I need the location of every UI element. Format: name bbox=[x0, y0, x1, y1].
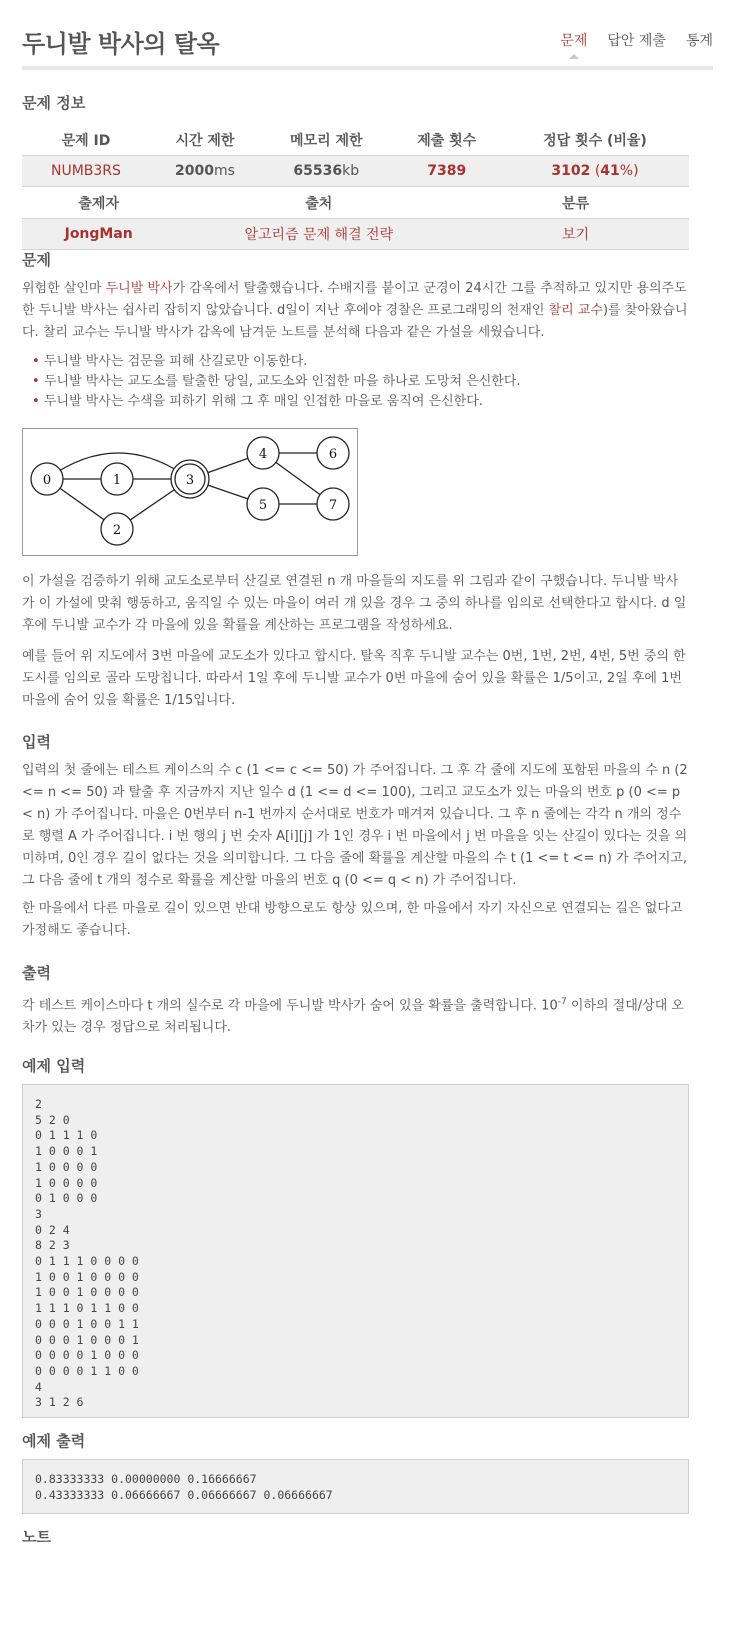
memory-value: 65536 bbox=[293, 163, 343, 179]
svg-text:5: 5 bbox=[258, 498, 268, 513]
svg-text:1: 1 bbox=[112, 473, 122, 488]
sample-input-block[interactable]: 2 5 2 0 0 1 1 1 0 1 0 0 0 1 1 0 0 0 0 1 0 0 0 0 0 1 0 0 0 3 0 2 4 8 2 3 0 1 1 1 0 0 0 0 1 0 0 1 0 0 0 0 1 0 0 1 0 0 0 0 1 1 1 0 1 1 0 0 0 0 0 1 0 0 1 1 0 0 0 1 0 0 0 1 0 0 0 0 1 0 0 0 0 0 0 0 1 1 0 0 4 3 1 2 6 bbox=[22, 1084, 689, 1418]
accepted-ratio: 41 bbox=[600, 163, 620, 179]
tab-submit[interactable]: 답안 제출 bbox=[607, 33, 666, 49]
svg-text:7: 7 bbox=[328, 498, 338, 513]
problem-tabs bbox=[560, 30, 713, 50]
p1-text-c: )를 찾아왔습니다. 찰리 교수는 두니발 박사가 감옥에 남겨둔 노트를 분석해 다음과 같은 가설을 세웠습니다. bbox=[22, 303, 688, 340]
header-time-limit: 시간 제한 bbox=[175, 132, 235, 149]
svg-text:3: 3 bbox=[185, 473, 195, 488]
graph-node-3-prison bbox=[171, 460, 209, 498]
graph-node-5 bbox=[247, 488, 279, 520]
dunibal-link[interactable]: 두니발 박사 bbox=[105, 281, 173, 296]
p1-text-b: 가 감옥에서 탈출했습니다. 수배지를 붙이고 군경이 24시간 그를 추적하고 있지만 용의주도한 두니발 박사는 쉽사리 잡히지 않았습니다. d일이 지난 후에야 경찰은 프로그래밍의 천재인 bbox=[22, 281, 687, 318]
author-link[interactable]: JongMan bbox=[22, 219, 175, 250]
header-accepted: 정답 횟수 (비율) bbox=[543, 132, 647, 149]
village-map-figure bbox=[22, 428, 358, 556]
page-title: 두니발 박사의 탈옥 bbox=[22, 30, 220, 58]
graph-node-1 bbox=[101, 463, 133, 495]
header-submissions: 제출 횟수 bbox=[417, 132, 477, 149]
problem-id: NUMB3RS bbox=[22, 156, 150, 187]
source-link[interactable]: 알고리즘 문제 해결 전략 bbox=[175, 219, 462, 250]
output-text-b: 이하의 절대/상대 오차가 있는 경우 정답으로 처리됩니다. bbox=[22, 998, 684, 1036]
hypothesis-list bbox=[22, 352, 703, 412]
tab-stats[interactable]: 통계 bbox=[685, 33, 713, 49]
problem-info-table bbox=[22, 124, 689, 187]
tab-problem[interactable]: 문제 bbox=[560, 30, 587, 50]
input-section-title: 입력 bbox=[22, 733, 51, 751]
output-text-a: 각 테스트 케이스마다 t 개의 실수로 각 마을에 두니발 박사가 숨어 있을 확률을 출력합니다. 10 bbox=[22, 998, 558, 1014]
input-paragraph-2: 한 마을에서 다른 마을로 길이 있으면 반대 방향으로도 항상 있으며, 한 마을에서 자기 자신으로 연결되는 길은 없다고 가정해도 좋습니다. bbox=[22, 901, 683, 938]
problem-paragraph-1 bbox=[22, 278, 689, 344]
problem-meta-table bbox=[22, 187, 689, 250]
time-limit bbox=[150, 156, 260, 187]
graph-node-4 bbox=[247, 437, 279, 469]
header-problem-id: 문제 ID bbox=[61, 132, 111, 149]
header-category: 분류 bbox=[562, 195, 590, 212]
charlie-link[interactable]: 찰리 교수 bbox=[548, 303, 603, 318]
info-header-row bbox=[22, 124, 689, 156]
time-value: 2000 bbox=[175, 163, 214, 179]
sample-output-block[interactable]: 0.83333333 0.00000000 0.16666667 0.43333333 0.06666667 0.06666667 0.06666667 bbox=[22, 1459, 689, 1514]
output-exponent: -7 bbox=[557, 997, 567, 1007]
graph-node-7 bbox=[317, 488, 349, 520]
category-link[interactable]: 보기 bbox=[462, 219, 689, 250]
problem-header bbox=[22, 0, 713, 70]
input-paragraph-1: 입력의 첫 줄에는 테스트 케이스의 수 c (1 <= c <= 50) 가 주어집니다. 그 후 각 줄에 지도에 포함된 마을의 수 n (2 <= n <= 50) 과 탈출 후 지금까지 지난 일수 d (1 <= d <= 100), 그리고 교도소가 있는 마을의 번호 p (0 <= p < n) 가 주어집니다. 마을은 0번부터 n-1 번까지 순서대로 번호가 매겨져 있습니다. 그 후 n 줄에는 각각 n 개의 정수로 행렬 A 가 주어집니다. i 번 행의 j 번 숫자 A[i][j] 가 1인 경우 i 번 마을에서 j 번 마을을 잇는 산길이 있다는 것을 의미하며, 0인 경우 길이 없다는 것을 의미합니다. 그 다음 줄에 확률을 계산할 마을의 수 t (1 <= t <= n) 가 주어지고, 그 다음 줄에 t 개의 정수로 확률을 계산할 마을의 번호 q (0 <= q < n) 가 주어집니다. bbox=[22, 763, 688, 888]
svg-text:0: 0 bbox=[42, 473, 52, 488]
problem-paragraph-3: 예를 들어 위 지도에서 3번 마을에 교도소가 있다고 합시다. 탈옥 직후 두니발 교수는 0번, 1번, 2번, 4번, 5번 중의 한 도시를 임의로 골라 도망칩니다. 따라서 1일 후에 두니발 교수가 0번 마을에 숨어 있을 확률은 1/5이고, 2일 후에 1번 마을에 숨어 있을 확률은 1/15입니다. bbox=[22, 649, 686, 708]
problem-section-title: 문제 bbox=[22, 251, 51, 269]
sample-output-title: 예제 출력 bbox=[22, 1432, 86, 1450]
info-value-row bbox=[22, 156, 689, 187]
memory-unit: kb bbox=[342, 163, 360, 179]
list-item: • 두니발 박사는 수색을 피하기 위해 그 후 매일 인접한 마을로 움직여 은신한다. bbox=[36, 392, 703, 412]
problem-info-section bbox=[22, 92, 689, 250]
header-author: 출제자 bbox=[78, 195, 119, 212]
sample-input-title: 예제 입력 bbox=[22, 1057, 86, 1075]
problem-info-title: 문제 정보 bbox=[22, 94, 86, 112]
meta-header-row bbox=[22, 187, 689, 219]
output-section-title: 출력 bbox=[22, 964, 51, 982]
accepted-count[interactable]: 3102 (41%) bbox=[501, 156, 689, 187]
note-section-title: 노트 bbox=[22, 1528, 51, 1546]
submission-count[interactable]: 7389 bbox=[393, 156, 501, 187]
svg-text:2: 2 bbox=[112, 523, 122, 538]
graph-node-2 bbox=[101, 513, 133, 545]
output-paragraph bbox=[22, 991, 689, 1039]
svg-text:6: 6 bbox=[328, 447, 338, 462]
village-graph bbox=[23, 429, 357, 555]
memory-limit bbox=[260, 156, 392, 187]
graph-node-6 bbox=[317, 437, 349, 469]
accepted-value: 3102 bbox=[551, 163, 591, 179]
header-source: 출처 bbox=[305, 195, 333, 212]
p1-text-a: 위험한 살인마 bbox=[22, 281, 106, 296]
meta-value-row bbox=[22, 219, 689, 250]
graph-node-0 bbox=[31, 463, 63, 495]
header-memory-limit: 메모리 제한 bbox=[290, 132, 363, 149]
time-unit: ms bbox=[214, 163, 235, 179]
list-item: • 두니발 박사는 검문을 피해 산길로만 이동한다. bbox=[36, 352, 703, 372]
svg-text:4: 4 bbox=[258, 447, 268, 462]
list-item: • 두니발 박사는 교도소를 탈출한 당일, 교도소와 인접한 마을 하나로 도망쳐 은신한다. bbox=[36, 372, 703, 392]
problem-paragraph-2: 이 가설을 검증하기 위해 교도소로부터 산길로 연결된 n 개 마을들의 지도를 위 그림과 같이 구했습니다. 두니발 박사가 이 가설에 맞춰 행동하고, 움직일 수 있는 마을이 여러 개 있을 경우 그 중의 하나를 임의로 선택한다고 합시다. d 일 후에 두니발 교수가 각 마을에 있을 확률을 계산하는 프로그램을 작성하세요. bbox=[22, 574, 687, 633]
